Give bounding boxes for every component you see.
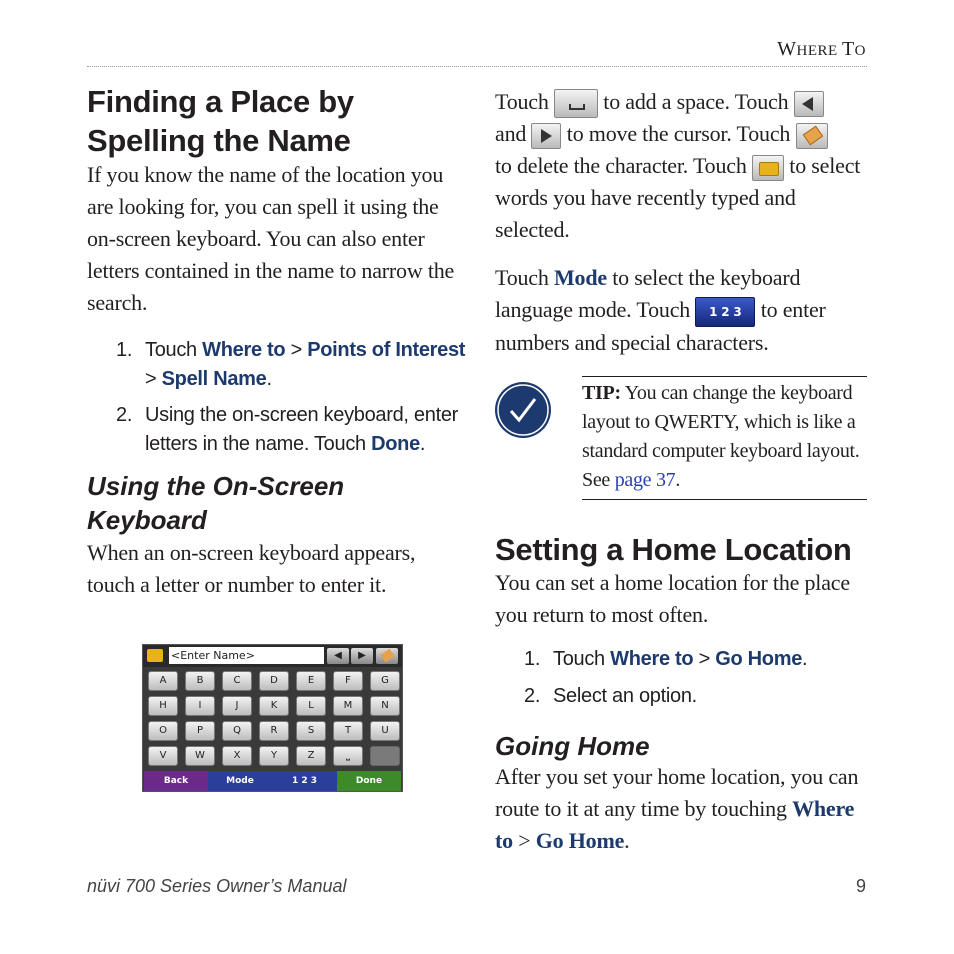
key-a: A	[148, 671, 178, 691]
home-step-1: 1. Touch Where to > Go Home.	[524, 648, 808, 670]
key-x: X	[222, 746, 252, 766]
running-head: WHERE TO	[777, 38, 866, 60]
go-home-link: Go Home	[535, 828, 625, 853]
checkmark-tip-icon	[495, 382, 551, 438]
key-n: N	[370, 696, 400, 716]
header-divider	[87, 66, 867, 67]
where-to-link: Where to	[610, 648, 694, 670]
space-button-icon	[554, 89, 598, 118]
done-link: Done	[371, 432, 420, 455]
going-home-paragraph: After you set your home location, you can route to it at any time by touching Where to > Go Home.	[495, 764, 859, 853]
step-1: 1. Touch Where to > Points of Interest > Spell Name.	[116, 339, 466, 390]
footer-page-number: 9	[856, 876, 867, 896]
home-section	[495, 530, 875, 857]
left-arrow-icon: ◀	[327, 648, 349, 664]
section-title: Finding a Place by Spelling the Name	[87, 84, 354, 158]
go-home-link: Go Home	[715, 648, 803, 670]
where-to-link: Where to	[495, 796, 855, 853]
points-of-interest-link: Points of Interest	[307, 339, 466, 361]
numbers-key: 1 2 3	[272, 771, 337, 791]
left-column	[87, 82, 467, 601]
key-f: F	[333, 671, 363, 691]
key-q: Q	[222, 721, 252, 741]
key-o: O	[148, 721, 178, 741]
going-home-title: Going Home	[495, 731, 650, 761]
keyboard-paragraph: When an on-screen keyboard appears, touch a letter or number to enter it.	[87, 540, 416, 597]
key-m: M	[333, 696, 363, 716]
home-step-2: 2. Select an option.	[524, 684, 697, 707]
keyboard-screenshot	[142, 644, 403, 792]
done-key: Done	[337, 771, 401, 791]
key-j: J	[222, 696, 252, 716]
key-t: T	[333, 721, 363, 741]
key-l: L	[296, 696, 326, 716]
key-blank	[370, 746, 400, 766]
key-v: V	[148, 746, 178, 766]
key-y: Y	[259, 746, 289, 766]
left-arrow-button-icon	[794, 91, 824, 117]
key-d: D	[259, 671, 289, 691]
page-37-link[interactable]: page 37	[614, 469, 676, 491]
key-p: P	[185, 721, 215, 741]
intro-paragraph: If you know the name of the location you are looking for, you can spell it using the on-screen keyboard. You can also enter letters contained in the name to narrow the search.	[87, 162, 455, 315]
key-b: B	[185, 671, 215, 691]
step-2: 2. Using the on-screen keyboard, enter letters in the name. Touch Done.	[116, 404, 459, 455]
key-i: I	[185, 696, 215, 716]
key-h: H	[148, 696, 178, 716]
key-g: G	[370, 671, 400, 691]
mode-link: Mode	[553, 265, 607, 291]
key-w: W	[185, 746, 215, 766]
home-steps	[495, 645, 875, 710]
key-c: C	[222, 671, 252, 691]
footer-manual-title: nüvi 700 Series Owner’s Manual	[87, 876, 347, 896]
key-z: Z	[296, 746, 326, 766]
tip-box: TIP: You can change the keyboard layout to QWERTY, which is like a standard computer keyboard layout. See page 37.	[582, 376, 867, 500]
key-r: R	[259, 721, 289, 741]
folder-icon	[147, 649, 163, 662]
where-to-link: Where to	[202, 339, 286, 361]
key-space: ⎵	[333, 746, 363, 766]
back-key: Back	[144, 771, 208, 791]
spell-name-link: Spell Name	[161, 367, 267, 390]
spell-steps	[87, 336, 467, 458]
home-intro-paragraph: You can set a home location for the place you return to most often.	[495, 570, 850, 627]
home-section-title: Setting a Home Location	[495, 532, 852, 567]
keyboard-top-bar	[143, 645, 402, 667]
eraser-button-icon	[796, 123, 828, 149]
keyboard-buttons-paragraph: Touch to add a space. Touch and to move the cursor. Touch to delete the character. Touch to select words you have recently typed and selected.	[495, 89, 861, 243]
name-input-field: <Enter Name>	[169, 647, 324, 664]
key-s: S	[296, 721, 326, 741]
numbers-button-icon: 1 2 3	[695, 297, 755, 327]
eraser-icon	[376, 648, 398, 664]
key-k: K	[259, 696, 289, 716]
subsection-title: Using the On-Screen Keyboard	[87, 471, 345, 535]
mode-paragraph: Touch Mode to select the keyboard language mode. Touch 1 2 3 to enter numbers and special characters.	[495, 265, 826, 356]
right-arrow-icon: ▶	[351, 648, 373, 664]
recent-words-button-icon	[752, 155, 784, 181]
right-column	[495, 86, 870, 359]
mode-key: Mode	[208, 771, 272, 791]
right-arrow-button-icon	[531, 123, 561, 149]
key-e: E	[296, 671, 326, 691]
key-u: U	[370, 721, 400, 741]
